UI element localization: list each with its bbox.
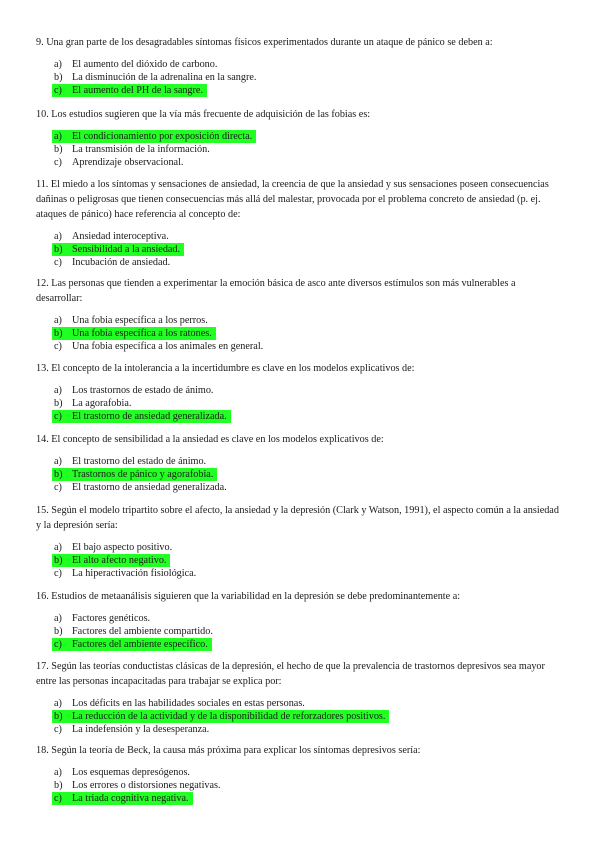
options-list	[36, 455, 563, 494]
option-a[interactable]	[36, 612, 563, 625]
option-letter: c)	[54, 411, 62, 422]
option-text: La reducción de la actividad y de la disponibilidad de reforzadores positivos.	[72, 711, 386, 722]
option-letter: b)	[54, 469, 63, 480]
option-text: El aumento del dióxido de carbono.	[72, 59, 218, 70]
option-letter: a)	[54, 231, 62, 242]
option-b[interactable]	[36, 625, 563, 638]
option-text: La agorafobia.	[72, 398, 132, 409]
options-list	[36, 58, 563, 97]
options-list	[36, 612, 563, 651]
option-a[interactable]	[36, 766, 563, 779]
option-b[interactable]	[36, 779, 563, 792]
option-text: El trastorno del estado de ánimo.	[72, 456, 207, 467]
option-letter: a)	[54, 767, 62, 778]
question-10	[36, 107, 563, 169]
option-text: El condicionamiento por exposición directa.	[72, 131, 253, 142]
option-letter: b)	[54, 555, 63, 566]
question-14	[36, 432, 563, 494]
option-b[interactable]	[36, 71, 563, 84]
option-text: La triada cognitiva negativa.	[72, 793, 189, 804]
options-list	[36, 541, 563, 580]
option-text: Aprendizaje observacional.	[72, 157, 184, 168]
option-b[interactable]	[36, 468, 563, 481]
option-letter: a)	[54, 315, 62, 326]
option-text: El alto afecto negativo.	[72, 555, 167, 566]
question-17	[36, 659, 563, 736]
option-text: Una fobia específica a los animales en general.	[72, 341, 264, 352]
option-c[interactable]	[36, 481, 563, 494]
option-c[interactable]	[36, 410, 563, 423]
option-letter: b)	[54, 244, 63, 255]
option-letter: c)	[54, 724, 62, 735]
option-letter: b)	[54, 780, 63, 791]
question-stem: 12. Las personas que tienden a experimentar la emoción básica de asco ante diversos estímulos son más vulnerables a desarrollar:	[36, 278, 516, 304]
question-9	[36, 35, 563, 97]
option-letter: a)	[54, 385, 62, 396]
option-a[interactable]	[36, 314, 563, 327]
option-text: Factores del ambiente específico.	[72, 639, 208, 650]
option-letter: b)	[54, 711, 63, 722]
option-b[interactable]	[36, 554, 563, 567]
question-13	[36, 361, 563, 423]
options-list	[36, 766, 563, 805]
option-letter: a)	[54, 698, 62, 709]
options-list	[36, 230, 563, 269]
option-text: La transmisión de la información.	[72, 144, 210, 155]
option-letter: c)	[54, 85, 62, 96]
option-text: La hiperactivación fisiológica.	[72, 568, 197, 579]
options-list	[36, 314, 563, 353]
option-c[interactable]	[36, 567, 563, 580]
question-stem: 9. Una gran parte de los desagradables síntomas físicos experimentados durante un ataque de pánico se deben a:	[36, 37, 493, 48]
option-letter: a)	[54, 59, 62, 70]
option-text: Trastornos de pánico y agorafobia.	[72, 469, 214, 480]
question-stem: 16. Estudios de metaanálisis siguieren que la variabilidad en la depresión se debe predominantemente a:	[36, 591, 461, 602]
option-b[interactable]	[36, 243, 563, 256]
option-text: El trastorno de ansiedad generalizada.	[72, 411, 227, 422]
question-18	[36, 743, 563, 805]
question-stem: 17. Según las teorías conductistas clásicas de la depresión, el hecho de que la prevalencia de trastornos depresivos sea mayor entre las personas incapacitadas para trabajar se explica por:	[36, 661, 545, 687]
option-b[interactable]	[36, 327, 563, 340]
option-letter: c)	[54, 793, 62, 804]
option-a[interactable]	[36, 697, 563, 710]
question-stem: 10. Los estudios sugieren que la vía más frecuente de adquisición de las fobias es:	[36, 109, 371, 120]
option-letter: c)	[54, 568, 62, 579]
option-a[interactable]	[36, 130, 563, 143]
option-text: Los déficits en las habilidades sociales en estas personas.	[72, 698, 305, 709]
option-c[interactable]	[36, 256, 563, 269]
option-letter: c)	[54, 639, 62, 650]
option-text: Los errores o distorsiones negativas.	[72, 780, 221, 791]
options-list	[36, 130, 563, 169]
option-letter: a)	[54, 131, 62, 142]
option-a[interactable]	[36, 455, 563, 468]
option-a[interactable]	[36, 541, 563, 554]
question-11	[36, 177, 563, 269]
option-text: Sensibilidad a la ansiedad.	[72, 244, 181, 255]
option-c[interactable]	[36, 340, 563, 353]
question-15	[36, 503, 563, 580]
option-text: Ansiedad interoceptiva.	[72, 231, 169, 242]
options-list	[36, 697, 563, 736]
option-text: El bajo aspecto positivo.	[72, 542, 173, 553]
option-a[interactable]	[36, 230, 563, 243]
option-text: Incubación de ansiedad.	[72, 257, 171, 268]
option-c[interactable]	[36, 156, 563, 169]
option-text: El trastorno de ansiedad generalizada.	[72, 482, 227, 493]
option-letter: b)	[54, 144, 63, 155]
option-letter: c)	[54, 482, 62, 493]
option-b[interactable]	[36, 397, 563, 410]
option-letter: b)	[54, 72, 63, 83]
question-16	[36, 589, 563, 651]
option-text: Una fobia específica a los perros.	[72, 315, 208, 326]
option-letter: c)	[54, 341, 62, 352]
option-a[interactable]	[36, 384, 563, 397]
option-text: Los trastornos de estado de ánimo.	[72, 385, 214, 396]
option-c[interactable]	[36, 723, 563, 736]
option-text: Una fobia específica a los ratones.	[72, 328, 212, 339]
option-letter: a)	[54, 613, 62, 624]
option-text: Factores del ambiente compartido.	[72, 626, 213, 637]
option-text: El aumento del PH de la sangre.	[72, 85, 203, 96]
question-12	[36, 276, 563, 353]
option-letter: a)	[54, 542, 62, 553]
option-text: Los esquemas depresógenos.	[72, 767, 190, 778]
option-letter: b)	[54, 626, 63, 637]
option-a[interactable]	[36, 58, 563, 71]
option-letter: b)	[54, 398, 63, 409]
option-b[interactable]	[36, 710, 563, 723]
option-c[interactable]	[36, 84, 563, 97]
option-b[interactable]	[36, 143, 563, 156]
option-letter: c)	[54, 157, 62, 168]
option-letter: a)	[54, 456, 62, 467]
question-stem: 13. El concepto de la intolerancia a la incertidumbre es clave en los modelos explicativos de:	[36, 363, 415, 374]
options-list	[36, 384, 563, 423]
option-c[interactable]	[36, 792, 563, 805]
option-text: La disminución de la adrenalina en la sangre.	[72, 72, 257, 83]
question-stem: 11. El miedo a los síntomas y sensaciones de ansiedad, la creencia de que la ansiedad y sus sensaciones poseen consecuencias dañinas o peligrosas que tienen consecuencias más allá del malestar, provocada por el problema concreto de ansiedad (p. ej. ataques de pánico) hace referencia al concepto de:	[36, 179, 549, 220]
option-letter: c)	[54, 257, 62, 268]
question-stem: 14. El concepto de sensibilidad a la ansiedad es clave en los modelos explicativos de:	[36, 434, 384, 445]
question-stem: 18. Según la teoría de Beck, la causa más próxima para explicar los síntomas depresivos sería:	[36, 745, 421, 756]
option-text: La indefensión y la desesperanza.	[72, 724, 210, 735]
option-c[interactable]	[36, 638, 563, 651]
option-letter: b)	[54, 328, 63, 339]
question-stem: 15. Según el modelo tripartito sobre el afecto, la ansiedad y la depresión (Clark y Watson, 1991), el aspecto común a la ansiedad y la depresión sería:	[36, 505, 559, 531]
option-text: Factores genéticos.	[72, 613, 151, 624]
